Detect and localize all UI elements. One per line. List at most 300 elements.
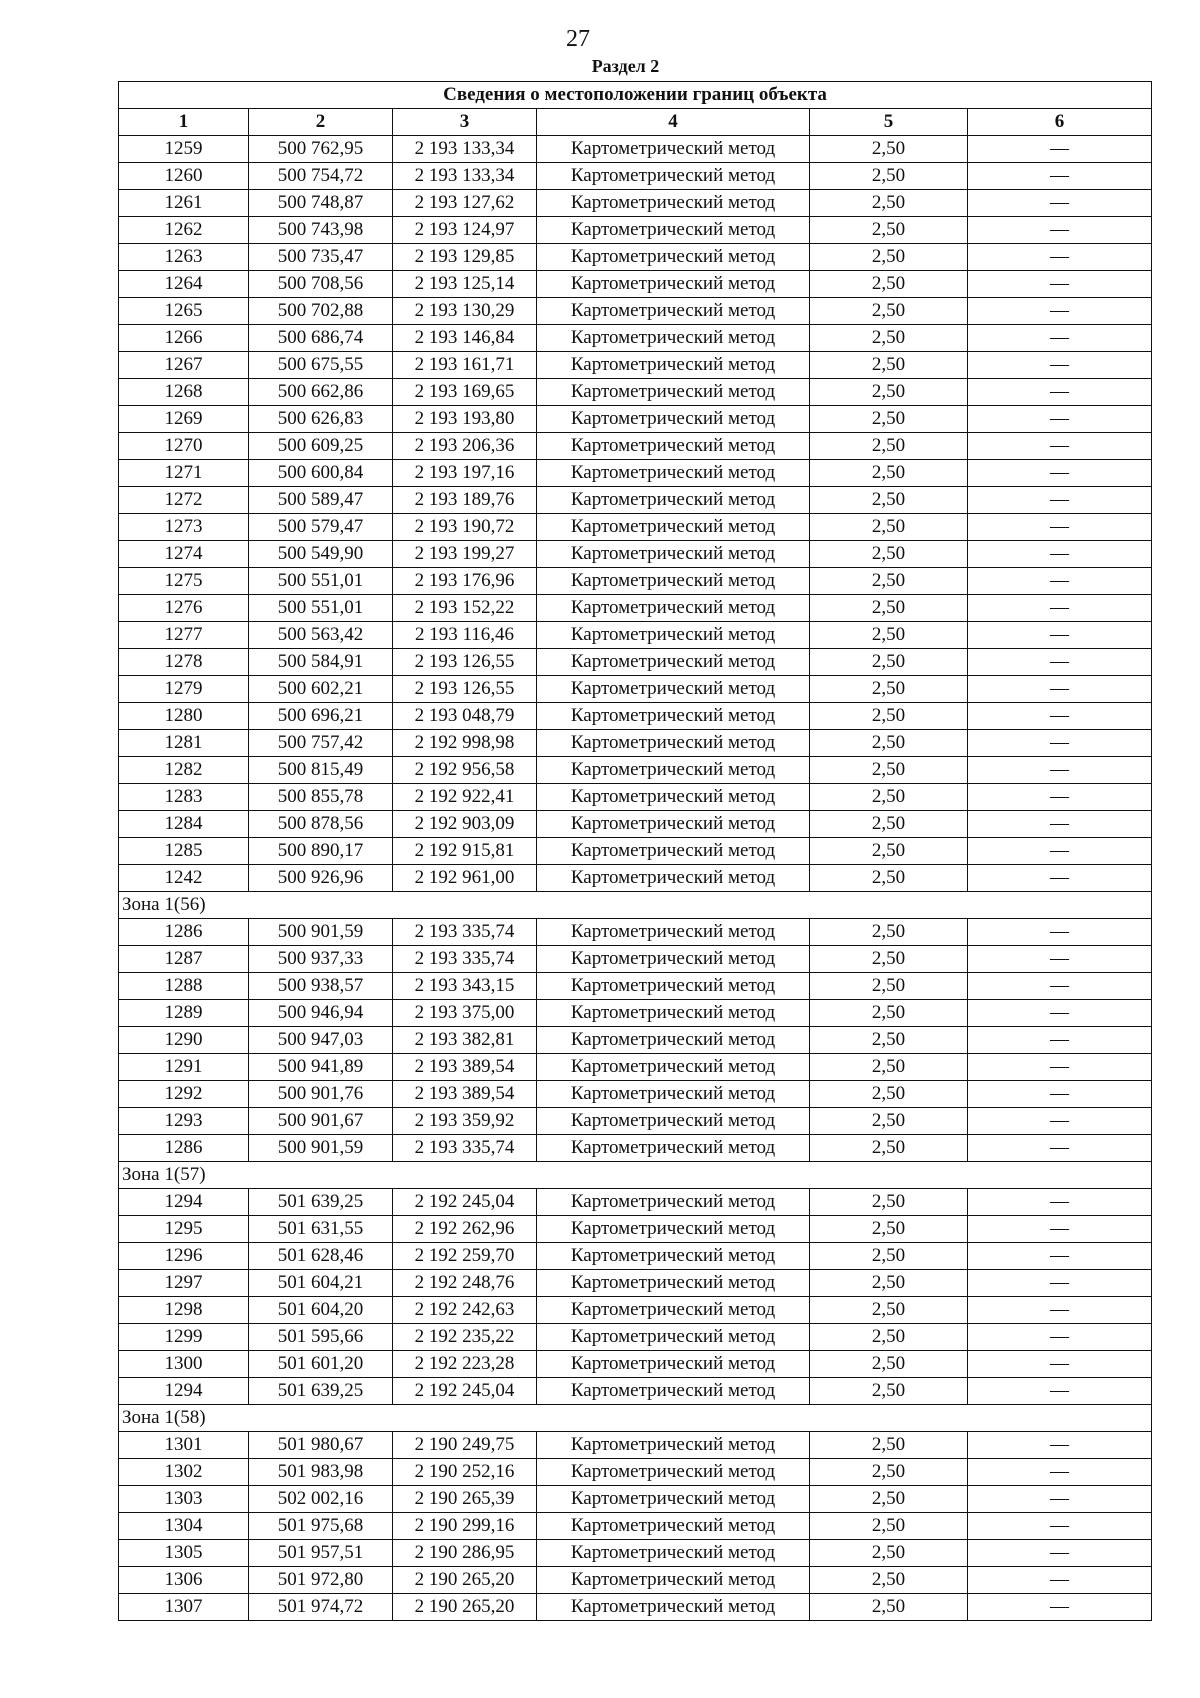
table-body [119,136,1152,1621]
y-coordinate-cell: 2 190 299,16 [393,1513,537,1540]
description-cell: — [968,1459,1152,1486]
table-row [119,1513,1152,1540]
method-cell: Картометрический метод [537,1594,810,1621]
table-row [119,703,1152,730]
table-row [119,1027,1152,1054]
x-coordinate-cell: 500 662,86 [249,379,393,406]
table-row [119,1108,1152,1135]
table-row [119,163,1152,190]
method-cell: Картометрический метод [537,595,810,622]
point-number-cell: 1307 [119,1594,249,1621]
accuracy-cell: 2,50 [810,1108,968,1135]
table-row [119,1216,1152,1243]
point-number-cell: 1292 [119,1081,249,1108]
x-coordinate-cell: 500 600,84 [249,460,393,487]
accuracy-cell: 2,50 [810,217,968,244]
accuracy-cell: 2,50 [810,514,968,541]
accuracy-cell: 2,50 [810,1216,968,1243]
table-row [119,865,1152,892]
point-number-cell: 1268 [119,379,249,406]
method-cell: Картометрический метод [537,298,810,325]
method-cell: Картометрический метод [537,1567,810,1594]
column-number-5: 5 [810,109,968,136]
x-coordinate-cell: 500 551,01 [249,568,393,595]
point-number-cell: 1304 [119,1513,249,1540]
accuracy-cell: 2,50 [810,1081,968,1108]
method-cell: Картометрический метод [537,1432,810,1459]
y-coordinate-cell: 2 192 922,41 [393,784,537,811]
method-cell: Картометрический метод [537,244,810,271]
description-cell: — [968,1216,1152,1243]
description-cell: — [968,406,1152,433]
zone-label: Зона 1(56) [119,892,1152,919]
method-cell: Картометрический метод [537,1270,810,1297]
table-row [119,1486,1152,1513]
method-cell: Картометрический метод [537,514,810,541]
description-cell: — [968,865,1152,892]
x-coordinate-cell: 500 675,55 [249,352,393,379]
y-coordinate-cell: 2 192 248,76 [393,1270,537,1297]
method-cell: Картометрический метод [537,325,810,352]
accuracy-cell: 2,50 [810,595,968,622]
x-coordinate-cell: 500 926,96 [249,865,393,892]
accuracy-cell: 2,50 [810,298,968,325]
point-number-cell: 1283 [119,784,249,811]
accuracy-cell: 2,50 [810,325,968,352]
x-coordinate-cell: 500 686,74 [249,325,393,352]
x-coordinate-cell: 500 901,59 [249,1135,393,1162]
y-coordinate-cell: 2 192 956,58 [393,757,537,784]
table-row [119,1135,1152,1162]
point-number-cell: 1286 [119,1135,249,1162]
description-cell: — [968,1027,1152,1054]
description-cell: — [968,1432,1152,1459]
table-row [119,487,1152,514]
description-cell: — [968,1594,1152,1621]
method-cell: Картометрический метод [537,838,810,865]
accuracy-cell: 2,50 [810,757,968,784]
accuracy-cell: 2,50 [810,649,968,676]
x-coordinate-cell: 500 579,47 [249,514,393,541]
point-number-cell: 1295 [119,1216,249,1243]
zone-row [119,1162,1152,1189]
accuracy-cell: 2,50 [810,730,968,757]
table-row [119,1000,1152,1027]
x-coordinate-cell: 501 628,46 [249,1243,393,1270]
x-coordinate-cell: 500 901,76 [249,1081,393,1108]
y-coordinate-cell: 2 193 335,74 [393,946,537,973]
x-coordinate-cell: 501 983,98 [249,1459,393,1486]
description-cell: — [968,217,1152,244]
y-coordinate-cell: 2 192 903,09 [393,811,537,838]
y-coordinate-cell: 2 193 133,34 [393,163,537,190]
accuracy-cell: 2,50 [810,1567,968,1594]
table-row [119,622,1152,649]
point-number-cell: 1299 [119,1324,249,1351]
description-cell: — [968,1486,1152,1513]
method-cell: Картометрический метод [537,568,810,595]
point-number-cell: 1300 [119,1351,249,1378]
point-number-cell: 1281 [119,730,249,757]
page-number: 27 [566,26,590,52]
description-cell: — [968,163,1152,190]
y-coordinate-cell: 2 190 265,20 [393,1594,537,1621]
description-cell: — [968,1054,1152,1081]
description-cell: — [968,460,1152,487]
point-number-cell: 1302 [119,1459,249,1486]
accuracy-cell: 2,50 [810,973,968,1000]
table-row [119,244,1152,271]
table-row [119,730,1152,757]
y-coordinate-cell: 2 193 130,29 [393,298,537,325]
point-number-cell: 1284 [119,811,249,838]
table-row [119,217,1152,244]
accuracy-cell: 2,50 [810,811,968,838]
method-cell: Картометрический метод [537,1378,810,1405]
accuracy-cell: 2,50 [810,352,968,379]
point-number-cell: 1285 [119,838,249,865]
point-number-cell: 1279 [119,676,249,703]
method-cell: Картометрический метод [537,541,810,568]
accuracy-cell: 2,50 [810,136,968,163]
point-number-cell: 1267 [119,352,249,379]
table-row [119,1270,1152,1297]
x-coordinate-cell: 500 589,47 [249,487,393,514]
point-number-cell: 1286 [119,919,249,946]
x-coordinate-cell: 500 938,57 [249,973,393,1000]
x-coordinate-cell: 500 563,42 [249,622,393,649]
accuracy-cell: 2,50 [810,271,968,298]
y-coordinate-cell: 2 193 389,54 [393,1081,537,1108]
accuracy-cell: 2,50 [810,1351,968,1378]
point-number-cell: 1306 [119,1567,249,1594]
table-row [119,1054,1152,1081]
description-cell: — [968,433,1152,460]
zone-label: Зона 1(58) [119,1405,1152,1432]
accuracy-cell: 2,50 [810,1540,968,1567]
x-coordinate-cell: 500 743,98 [249,217,393,244]
table-row [119,595,1152,622]
accuracy-cell: 2,50 [810,1189,968,1216]
table-row [119,298,1152,325]
method-cell: Картометрический метод [537,271,810,298]
x-coordinate-cell: 500 901,59 [249,919,393,946]
x-coordinate-cell: 501 604,21 [249,1270,393,1297]
column-number-3: 3 [393,109,537,136]
table-row [119,1594,1152,1621]
y-coordinate-cell: 2 192 223,28 [393,1351,537,1378]
accuracy-cell: 2,50 [810,784,968,811]
y-coordinate-cell: 2 193 133,34 [393,136,537,163]
y-coordinate-cell: 2 193 127,62 [393,190,537,217]
y-coordinate-cell: 2 193 335,74 [393,919,537,946]
description-cell: — [968,1378,1152,1405]
method-cell: Картометрический метод [537,1540,810,1567]
y-coordinate-cell: 2 193 206,36 [393,433,537,460]
accuracy-cell: 2,50 [810,1000,968,1027]
table-row [119,1432,1152,1459]
x-coordinate-cell: 500 754,72 [249,163,393,190]
accuracy-cell: 2,50 [810,1270,968,1297]
accuracy-cell: 2,50 [810,244,968,271]
y-coordinate-cell: 2 192 235,22 [393,1324,537,1351]
y-coordinate-cell: 2 193 126,55 [393,649,537,676]
table-row [119,1189,1152,1216]
point-number-cell: 1289 [119,1000,249,1027]
description-cell: — [968,1567,1152,1594]
table-row [119,568,1152,595]
method-cell: Картометрический метод [537,784,810,811]
method-cell: Картометрический метод [537,433,810,460]
method-cell: Картометрический метод [537,649,810,676]
table-title-row [119,82,1152,109]
table-row [119,433,1152,460]
column-number-4: 4 [537,109,810,136]
table-row [119,811,1152,838]
accuracy-cell: 2,50 [810,379,968,406]
description-cell: — [968,514,1152,541]
accuracy-cell: 2,50 [810,946,968,973]
accuracy-cell: 2,50 [810,703,968,730]
boundary-coordinates-table [118,81,1152,1621]
y-coordinate-cell: 2 192 915,81 [393,838,537,865]
y-coordinate-cell: 2 193 146,84 [393,325,537,352]
y-coordinate-cell: 2 193 197,16 [393,460,537,487]
point-number-cell: 1264 [119,271,249,298]
point-number-cell: 1282 [119,757,249,784]
x-coordinate-cell: 501 975,68 [249,1513,393,1540]
y-coordinate-cell: 2 193 375,00 [393,1000,537,1027]
point-number-cell: 1275 [119,568,249,595]
y-coordinate-cell: 2 192 245,04 [393,1189,537,1216]
table-row [119,541,1152,568]
zone-label: Зона 1(57) [119,1162,1152,1189]
description-cell: — [968,1081,1152,1108]
table-row [119,649,1152,676]
method-cell: Картометрический метод [537,1108,810,1135]
accuracy-cell: 2,50 [810,1135,968,1162]
point-number-cell: 1278 [119,649,249,676]
point-number-cell: 1296 [119,1243,249,1270]
description-cell: — [968,649,1152,676]
x-coordinate-cell: 501 639,25 [249,1189,393,1216]
y-coordinate-cell: 2 193 169,65 [393,379,537,406]
point-number-cell: 1305 [119,1540,249,1567]
description-cell: — [968,1108,1152,1135]
x-coordinate-cell: 500 890,17 [249,838,393,865]
description-cell: — [968,1297,1152,1324]
method-cell: Картометрический метод [537,1081,810,1108]
table-row [119,1540,1152,1567]
table-row [119,190,1152,217]
description-cell: — [968,298,1152,325]
x-coordinate-cell: 501 595,66 [249,1324,393,1351]
description-cell: — [968,1540,1152,1567]
method-cell: Картометрический метод [537,1486,810,1513]
accuracy-cell: 2,50 [810,1432,968,1459]
method-cell: Картометрический метод [537,973,810,1000]
y-coordinate-cell: 2 193 124,97 [393,217,537,244]
method-cell: Картометрический метод [537,487,810,514]
description-cell: — [968,352,1152,379]
y-coordinate-cell: 2 193 176,96 [393,568,537,595]
method-cell: Картометрический метод [537,460,810,487]
accuracy-cell: 2,50 [810,1513,968,1540]
x-coordinate-cell: 501 957,51 [249,1540,393,1567]
y-coordinate-cell: 2 193 116,46 [393,622,537,649]
y-coordinate-cell: 2 193 190,72 [393,514,537,541]
method-cell: Картометрический метод [537,406,810,433]
description-cell: — [968,1270,1152,1297]
x-coordinate-cell: 500 584,91 [249,649,393,676]
point-number-cell: 1273 [119,514,249,541]
description-cell: — [968,568,1152,595]
method-cell: Картометрический метод [537,703,810,730]
table-row [119,1459,1152,1486]
table-row [119,1081,1152,1108]
description-cell: — [968,973,1152,1000]
point-number-cell: 1274 [119,541,249,568]
accuracy-cell: 2,50 [810,838,968,865]
y-coordinate-cell: 2 193 126,55 [393,676,537,703]
table-row [119,460,1152,487]
x-coordinate-cell: 500 762,95 [249,136,393,163]
description-cell: — [968,946,1152,973]
table-row [119,1297,1152,1324]
accuracy-cell: 2,50 [810,568,968,595]
method-cell: Картометрический метод [537,811,810,838]
description-cell: — [968,595,1152,622]
accuracy-cell: 2,50 [810,163,968,190]
description-cell: — [968,838,1152,865]
point-number-cell: 1290 [119,1027,249,1054]
x-coordinate-cell: 500 947,03 [249,1027,393,1054]
method-cell: Картометрический метод [537,757,810,784]
table-row [119,1351,1152,1378]
point-number-cell: 1277 [119,622,249,649]
y-coordinate-cell: 2 193 335,74 [393,1135,537,1162]
point-number-cell: 1303 [119,1486,249,1513]
zone-row [119,892,1152,919]
accuracy-cell: 2,50 [810,622,968,649]
description-cell: — [968,811,1152,838]
description-cell: — [968,919,1152,946]
zone-row [119,1405,1152,1432]
accuracy-cell: 2,50 [810,1594,968,1621]
description-cell: — [968,676,1152,703]
x-coordinate-cell: 500 815,49 [249,757,393,784]
table-row [119,973,1152,1000]
table-row [119,919,1152,946]
y-coordinate-cell: 2 193 152,22 [393,595,537,622]
y-coordinate-cell: 2 193 048,79 [393,703,537,730]
description-cell: — [968,244,1152,271]
y-coordinate-cell: 2 193 189,76 [393,487,537,514]
accuracy-cell: 2,50 [810,1486,968,1513]
x-coordinate-cell: 500 602,21 [249,676,393,703]
method-cell: Картометрический метод [537,1216,810,1243]
x-coordinate-cell: 500 702,88 [249,298,393,325]
table-row [119,271,1152,298]
accuracy-cell: 2,50 [810,541,968,568]
description-cell: — [968,379,1152,406]
y-coordinate-cell: 2 190 265,39 [393,1486,537,1513]
point-number-cell: 1288 [119,973,249,1000]
column-number-6: 6 [968,109,1152,136]
description-cell: — [968,1513,1152,1540]
description-cell: — [968,190,1152,217]
description-cell: — [968,703,1152,730]
method-cell: Картометрический метод [537,919,810,946]
description-cell: — [968,784,1152,811]
x-coordinate-cell: 501 601,20 [249,1351,393,1378]
method-cell: Картометрический метод [537,946,810,973]
x-coordinate-cell: 501 639,25 [249,1378,393,1405]
table-row [119,325,1152,352]
y-coordinate-cell: 2 192 998,98 [393,730,537,757]
method-cell: Картометрический метод [537,865,810,892]
x-coordinate-cell: 500 609,25 [249,433,393,460]
x-coordinate-cell: 500 878,56 [249,811,393,838]
point-number-cell: 1293 [119,1108,249,1135]
point-number-cell: 1271 [119,460,249,487]
point-number-cell: 1261 [119,190,249,217]
method-cell: Картометрический метод [537,163,810,190]
table-row [119,676,1152,703]
table-row [119,838,1152,865]
y-coordinate-cell: 2 192 262,96 [393,1216,537,1243]
method-cell: Картометрический метод [537,217,810,244]
method-cell: Картометрический метод [537,1351,810,1378]
accuracy-cell: 2,50 [810,1378,968,1405]
accuracy-cell: 2,50 [810,487,968,514]
section-title: Раздел 2 [591,56,660,76]
point-number-cell: 1260 [119,163,249,190]
x-coordinate-cell: 500 946,94 [249,1000,393,1027]
method-cell: Картометрический метод [537,190,810,217]
x-coordinate-cell: 501 631,55 [249,1216,393,1243]
column-number-2: 2 [249,109,393,136]
accuracy-cell: 2,50 [810,1054,968,1081]
point-number-cell: 1276 [119,595,249,622]
x-coordinate-cell: 500 748,87 [249,190,393,217]
point-number-cell: 1263 [119,244,249,271]
accuracy-cell: 2,50 [810,433,968,460]
method-cell: Картометрический метод [537,676,810,703]
point-number-cell: 1270 [119,433,249,460]
accuracy-cell: 2,50 [810,1324,968,1351]
description-cell: — [968,1243,1152,1270]
method-cell: Картометрический метод [537,1027,810,1054]
accuracy-cell: 2,50 [810,1459,968,1486]
point-number-cell: 1269 [119,406,249,433]
description-cell: — [968,1351,1152,1378]
point-number-cell: 1242 [119,865,249,892]
method-cell: Картометрический метод [537,1054,810,1081]
point-number-cell: 1291 [119,1054,249,1081]
y-coordinate-cell: 2 192 259,70 [393,1243,537,1270]
y-coordinate-cell: 2 193 129,85 [393,244,537,271]
method-cell: Картометрический метод [537,136,810,163]
accuracy-cell: 2,50 [810,406,968,433]
description-cell: — [968,757,1152,784]
point-number-cell: 1266 [119,325,249,352]
x-coordinate-cell: 500 757,42 [249,730,393,757]
method-cell: Картометрический метод [537,1135,810,1162]
point-number-cell: 1287 [119,946,249,973]
point-number-cell: 1259 [119,136,249,163]
table-title: Сведения о местоположении границ объекта [119,82,1152,109]
